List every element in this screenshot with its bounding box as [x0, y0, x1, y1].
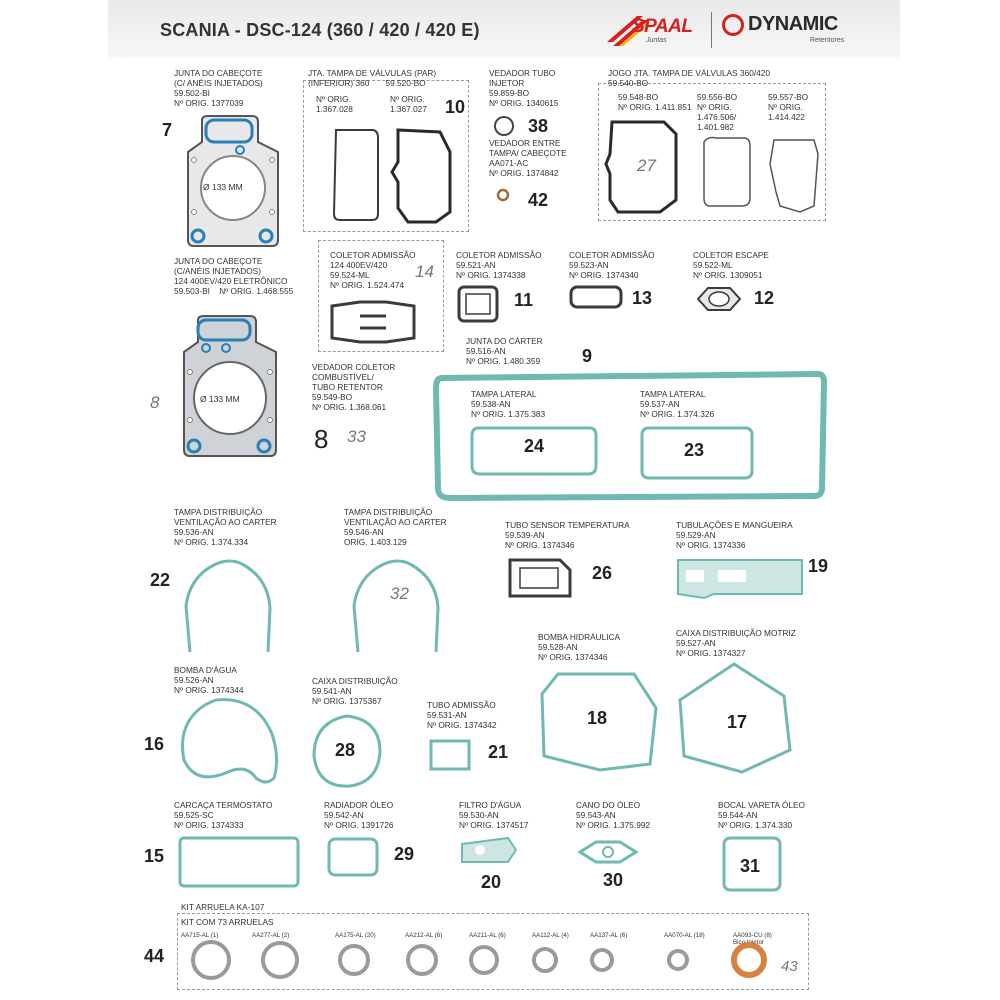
part-27-sub-b: 59.556-BO Nº ORIG. 1.476.506/ 1.401.982 [697, 92, 738, 132]
part-26-gasket-image [506, 556, 574, 600]
dynamic-logo: DYNAMIC [748, 13, 838, 35]
part-33-label: VEDADOR COLETOR COMBUSTÍVEL/ TUBO RETENTOR 59.549-BO Nº ORIG. 1.368.061 [312, 362, 396, 412]
part-32-number: 32 [390, 584, 409, 603]
part-29-label: RADIADOR ÓLEO 59.542-AN Nº ORIG. 1391726 [324, 800, 394, 830]
part-16-label: BOMBA D'ÁGUA 59.526-AN Nº ORIG. 1374344 [174, 665, 244, 695]
part-7-diameter: Ø 133 MM [203, 182, 243, 192]
spaal-logo: SPAAL [632, 16, 693, 37]
part-11-gasket-image [456, 284, 500, 324]
part-19-gasket-image [674, 554, 806, 602]
part-27-sub-c: 59.557-BO Nº ORIG. 1.414.422 [768, 92, 809, 122]
kit-subtitle: KIT COM 73 ARRUELAS [181, 917, 274, 927]
part-10-gasket-image [328, 122, 458, 226]
part-20-label: FILTRO D'ÁGUA 59.530-AN Nº ORIG. 1374517 [459, 800, 529, 830]
part-8-diameter: Ø 133 MM [200, 394, 240, 404]
part-18-number: 18 [587, 708, 608, 728]
part-12-gasket-image [694, 284, 744, 314]
part-42-number: 42 [528, 190, 549, 210]
part-21-gasket-image [428, 738, 472, 772]
part-8-label: JUNTA DO CABEÇOTE (C/ANÉIS INJETADOS) 124 400EV/420 ELETRÔNICO 59.503-BI Nº ORIG. 1.468.555 [174, 256, 294, 296]
part-10-label: JTA. TAMPA DE VÁLVULAS (PAR) (INFERIOR) 360 59.520-BO [308, 68, 437, 88]
part-28-label: CAIXA DISTRIBUIÇÃO 59.541-AN Nº ORIG. 1375367 [312, 676, 398, 706]
part-27-sub-a: 59.548-BO Nº ORIG. 1.411.851 [618, 92, 692, 112]
part-7-number: 7 [162, 120, 173, 140]
part-8-gasket-image [178, 312, 282, 460]
washer-label: AA211-AL (6) [469, 932, 506, 939]
part-13-gasket-image [568, 284, 624, 310]
part-42-seal-image [496, 188, 510, 202]
part-14-label: COLETOR ADMISSÃO 124 400EV/420 59.524-ML Nº ORIG. 1.524.474 [330, 250, 416, 290]
washer-image [404, 942, 440, 978]
part-9-label: JUNTA DO CÁRTER 59.516-AN Nº ORIG. 1.480.359 [466, 336, 543, 366]
copper-washer-image [730, 941, 768, 979]
part-19-label: TUBULAÇÕES E MANGUEIRA 59.529-AN Nº ORIG. 1374336 [676, 520, 793, 550]
washer-image [530, 945, 560, 975]
part-33-shape-8: 8 [314, 424, 329, 454]
part-11-number: 11 [514, 290, 534, 310]
part-20-gasket-image [458, 834, 520, 868]
washer-label: AA070-AL (18) [664, 932, 705, 939]
part-8-number: 8 [150, 393, 160, 412]
part-11-label: COLETOR ADMISSÃO 59.521-AN Nº ORIG. 1374338 [456, 250, 542, 280]
part-7-gasket-image [182, 112, 284, 250]
part-15-number: 15 [144, 846, 165, 866]
part-33-number: 33 [347, 427, 366, 446]
part-31-label: BOCAL VARETA ÓLEO 59.544-AN Nº ORIG. 1.374.330 [718, 800, 805, 830]
part-12-number: 12 [754, 288, 775, 308]
part-23-number: 23 [684, 440, 705, 460]
washer-label: AA277-AL (2) [252, 932, 290, 939]
part-42-label: VEDADOR ENTRE TAMPA/ CABEÇOTE AA071-AC Nº ORIG. 1374842 [489, 138, 567, 178]
page-title: SCANIA - DSC-124 (360 / 420 / 420 E) [160, 20, 480, 40]
washer-image [467, 943, 501, 977]
part-38-oring-image [492, 114, 516, 138]
washer-image [259, 939, 301, 981]
spaal-logo-subtitle: Juntas [646, 37, 667, 44]
kit-number: 44 [144, 946, 165, 966]
part-26-label: TUBO SENSOR TEMPERATURA 59.539-AN Nº ORIG. 1374346 [505, 520, 630, 550]
washer-label: AA175-AL (20) [335, 932, 376, 939]
washer-image [189, 938, 233, 982]
part-13-number: 13 [632, 288, 653, 308]
part-22-gasket-image [176, 556, 280, 656]
part-22-label: TAMPA DISTRIBUIÇÃO VENTILAÇÃO AO CARTER 59.536-AN Nº ORIG. 1.374.334 [174, 507, 277, 547]
part-29-gasket-image [326, 836, 380, 878]
part-15-gasket-image [176, 834, 302, 890]
part-16-gasket-image [176, 694, 282, 790]
part-10-orig-b: Nº ORIG. 1.367.027 [390, 94, 427, 114]
part-30-number: 30 [603, 870, 624, 890]
washer-image [588, 946, 616, 974]
part-21-number: 21 [488, 742, 509, 762]
washer-label: AA093-CU (8) Bico Injetor [733, 932, 772, 946]
logo-divider [711, 12, 712, 48]
part-10-number: 10 [445, 97, 466, 117]
part-24-number: 24 [524, 436, 545, 456]
part-29-number: 29 [394, 844, 415, 864]
washer-image [665, 947, 691, 973]
part-20-number: 20 [481, 872, 502, 892]
part-31-number: 31 [740, 856, 761, 876]
part-23-label: TAMPA LATERAL 59.537-AN Nº ORIG. 1.374.326 [640, 389, 715, 419]
washer-image [336, 942, 372, 978]
part-7-label: JUNTA DO CABEÇOTE (C/ ANÉIS INJETADOS) 59.502-BI Nº ORIG. 1377039 [174, 68, 263, 108]
part-32-label: TAMPA DISTRIBUIÇÃO VENTILAÇÃO AO CARTER 59.546-AN ORIG. 1.403.129 [344, 507, 447, 547]
part-24-label: TAMPA LATERAL 59.538-AN Nº ORIG. 1.375.383 [471, 389, 546, 419]
part-22-number: 22 [150, 570, 171, 590]
part-30-label: CANO DO ÓLEO 59.543-AN Nº ORIG. 1.375.992 [576, 800, 651, 830]
part-12-label: COLETOR ESCAPE 59.522-ML Nº ORIG. 1309051 [693, 250, 769, 280]
part-38-label: VEDADOR TUBO INJETOR 59.859-BO Nº ORIG. 1340615 [489, 68, 559, 108]
washer-label: AA212-AL (6) [405, 932, 443, 939]
washer-label: AA137-AL (6) [590, 932, 628, 939]
part-17-label: CAIXA DISTRIBUIÇÃO MOTRIZ 59.527-AN Nº ORIG. 1374327 [676, 628, 796, 658]
dynamic-logo-subtitle: Retentores [810, 37, 845, 44]
part-26-number: 26 [592, 563, 613, 583]
part-9-number: 9 [582, 346, 593, 366]
part-15-label: CARCAÇA TERMOSTATO 59.525-SC Nº ORIG. 1374333 [174, 800, 273, 830]
part-38-number: 38 [528, 116, 549, 136]
washer-label: AA715-AL (1) [181, 932, 219, 939]
washer-43-number: 43 [781, 958, 798, 975]
part-19-number: 19 [808, 556, 829, 576]
dynamic-ring-icon [722, 14, 744, 36]
part-14-number: 14 [415, 262, 434, 281]
part-27-number: 27 [637, 156, 656, 175]
part-21-label: TUBO ADMISSÃO 59.531-AN Nº ORIG. 1374342 [427, 700, 497, 730]
part-32-gasket-image [344, 556, 448, 656]
part-28-number: 28 [335, 740, 356, 760]
washer-label: AA112-AL (4) [532, 932, 569, 939]
kit-title: KIT ARRUELA KA-107 [181, 902, 265, 912]
part-10-orig-a: Nº ORIG. 1.367.028 [316, 94, 353, 114]
part-13-label: COLETOR ADMISSÃO 59.523-AN Nº ORIG. 1374340 [569, 250, 655, 280]
part-17-number: 17 [727, 712, 748, 732]
part-16-number: 16 [144, 734, 165, 754]
part-18-label: BOMBA HIDRÁULICA 59.528-AN Nº ORIG. 1374346 [538, 632, 621, 662]
part-14-gasket-image [330, 298, 416, 346]
part-27-label: JOGO JTA. TAMPA DE VÁLVULAS 360/420 59.540-BO [608, 68, 771, 88]
part-30-gasket-image [576, 836, 640, 868]
